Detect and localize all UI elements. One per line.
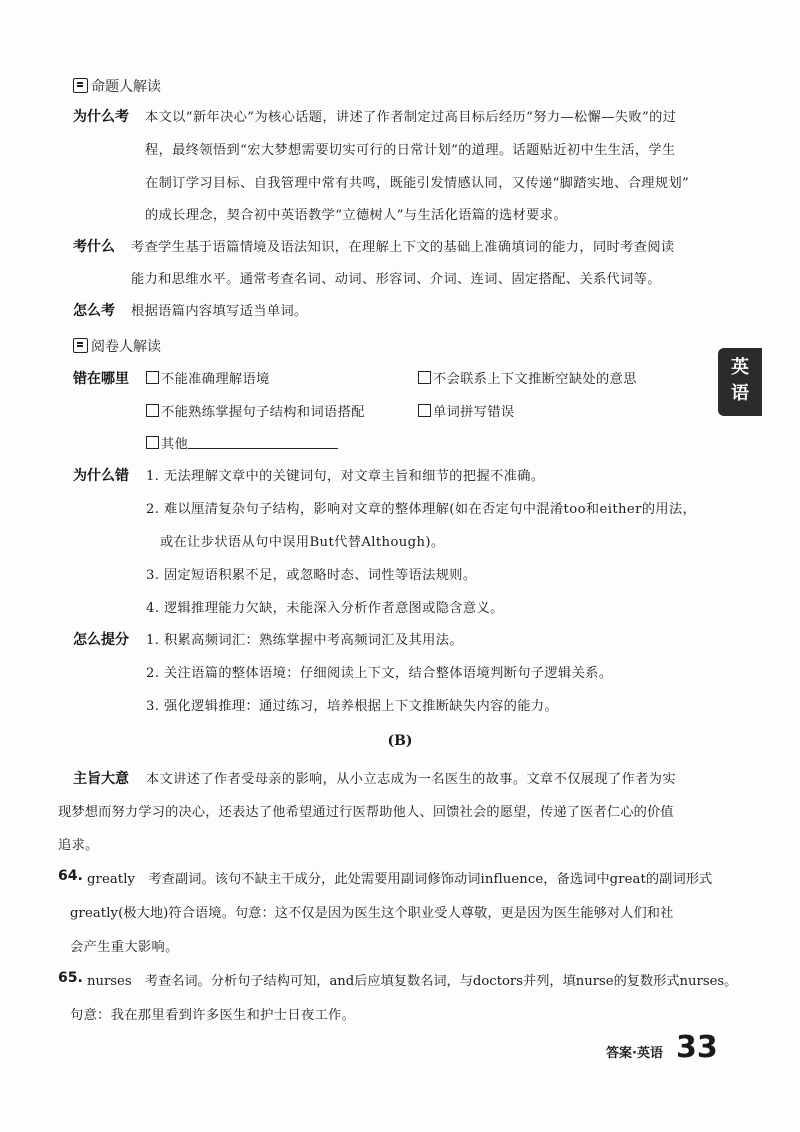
why-wrong-3: 3. 固定短语积累不足，或忽略时态、词性等语法规则。 bbox=[146, 568, 477, 583]
option-structure[interactable]: 不能熟练掌握句子结构和词语搭配 bbox=[146, 401, 365, 420]
q64-line-3: 会产生重大影响。 bbox=[70, 940, 179, 955]
label-where-wrong: 错在哪里 bbox=[73, 371, 129, 387]
improve-1: 1. 积累高频词汇：熟练掌握中考高频词汇及其用法。 bbox=[146, 633, 463, 648]
question-number-65: 65. bbox=[58, 970, 83, 986]
why-line-4: 的成长理念，契合初中英语教学“立德树人”与生活化语篇的选材要求。 bbox=[145, 208, 567, 223]
checkbox[interactable] bbox=[146, 436, 159, 449]
improve-3: 3. 强化逻辑推理：通过练习，培养根据上下文推断缺失内容的能力。 bbox=[146, 699, 559, 714]
q64-line-2: greatly(极大地)符合语境。句意：这不仅是因为医生这个职业受人尊敬，更是因为医生能够对人们和社 bbox=[70, 906, 674, 921]
header-text: 命题人解读 bbox=[91, 79, 161, 95]
subject-side-tab bbox=[718, 348, 762, 416]
what-line-1: 考查学生基于语篇情境及语法知识，在理解上下文的基础上准确填词的能力，同时考查阅读 bbox=[131, 240, 675, 255]
label-what-tested: 考什么 bbox=[73, 239, 115, 255]
why-wrong-2-cont: 或在让步状语从句中误用But代替Although)。 bbox=[160, 535, 445, 550]
label-improve: 怎么提分 bbox=[73, 632, 129, 648]
why-line-3: 在制订学习目标、自我管理中常有共鸣，既能引发情感认同，又传递“脚踏实地、合理规划” bbox=[145, 176, 690, 191]
what-line-2: 能力和思维水平。通常考查名词、动词、形容词、介词、连词、固定搭配、关系代词等。 bbox=[131, 272, 661, 287]
document-icon bbox=[73, 338, 88, 353]
checkbox[interactable] bbox=[146, 404, 159, 417]
footer-label: 答案·英语 bbox=[606, 1046, 663, 1061]
how-text: 根据语篇内容填写适当单词。 bbox=[131, 304, 308, 319]
why-line-1: 本文以“新年决心”为核心话题，讲述了作者制定过高目标后经历“努力—松懈—失败”的过 bbox=[145, 110, 677, 125]
tab-char: 英 bbox=[731, 357, 749, 378]
commentary-header-setter bbox=[73, 76, 161, 96]
question-number-64: 64. bbox=[58, 868, 83, 884]
main-idea-2: 现梦想而努力学习的决心，还表达了他希望通过行医帮助他人、回馈社会的愿望，传递了医者仁心的价值 bbox=[58, 805, 674, 820]
checkbox[interactable] bbox=[146, 371, 159, 384]
option-context[interactable]: 不能准确理解语境 bbox=[146, 368, 270, 387]
option-other[interactable]: 其他 bbox=[146, 433, 338, 452]
why-line-2: 程，最终领悟到“宏大梦想需要切实可行的日常计划”的道理。话题贴近初中生生活，学生 bbox=[145, 143, 676, 158]
why-wrong-2: 2. 难以厘清复杂句子结构，影响对文章的整体理解(如在否定句中混淆too和either的用法， bbox=[146, 502, 697, 517]
q65-line-2: 句意：我在那里看到许多医生和护士日夜工作。 bbox=[70, 1008, 356, 1023]
commentary-header-grader bbox=[73, 336, 161, 356]
q65-line-1: nurses 考查名词。分析句子结构可知，and后应填复数名词，与doctors并列，填nurse的复数形式nurses。 bbox=[87, 974, 738, 989]
label-main-idea: 主旨大意 bbox=[73, 771, 129, 787]
why-wrong-4: 4. 逻辑推理能力欠缺，未能深入分析作者意图或隐含意义。 bbox=[146, 601, 504, 616]
checkbox[interactable] bbox=[418, 371, 431, 384]
main-idea-1: 本文讲述了作者受母亲的影响，从小立志成为一名医生的故事。文章不仅展现了作者为实 bbox=[146, 772, 676, 787]
header-text: 阅卷人解读 bbox=[91, 339, 161, 355]
checkbox[interactable] bbox=[418, 404, 431, 417]
other-blank-line[interactable] bbox=[188, 436, 338, 449]
label-why-tested: 为什么考 bbox=[73, 109, 129, 125]
option-inference[interactable]: 不会联系上下文推断空缺处的意思 bbox=[418, 368, 637, 387]
part-b-title: (B) bbox=[387, 733, 413, 749]
label-how-tested: 怎么考 bbox=[73, 303, 115, 319]
why-wrong-1: 1. 无法理解文章中的关键词句，对文章主旨和细节的把握不准确。 bbox=[146, 469, 545, 484]
tab-char: 语 bbox=[731, 383, 749, 404]
option-spelling[interactable]: 单词拼写错误 bbox=[418, 401, 515, 420]
document-icon bbox=[73, 78, 88, 93]
main-idea-3: 追求。 bbox=[58, 838, 99, 853]
page-number: 33 bbox=[676, 1030, 718, 1065]
q64-line-1: greatly 考查副词。该句不缺主干成分，此处需要用副词修饰动词influence，备选词中great的副词形式 bbox=[87, 872, 713, 887]
label-why-wrong: 为什么错 bbox=[73, 468, 129, 484]
improve-2: 2. 关注语篇的整体语境：仔细阅读上下文，结合整体语境判断句子逻辑关系。 bbox=[146, 666, 613, 681]
